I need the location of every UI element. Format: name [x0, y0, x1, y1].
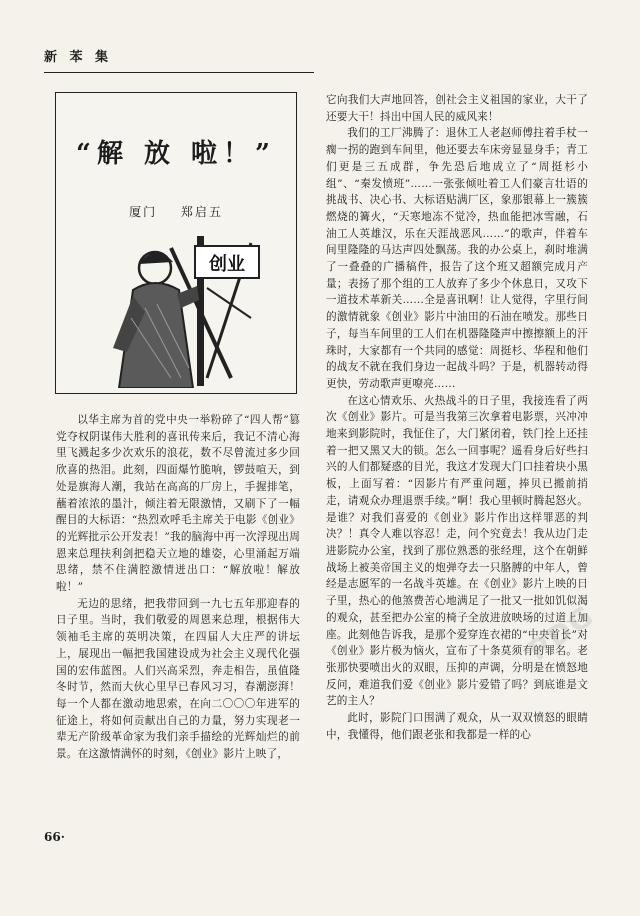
sign-text: 创业 — [209, 254, 245, 275]
paragraph: 此时，影院门口围满了观众，从一双双愤怒的眼睛中，我懂得，他们跟老张和我都是一样的心 — [326, 712, 588, 741]
paragraph: 在这心情欢乐、火热战斗的日子里，我接连看了两次《创业》影片。可是当我第三次拿着电影票，兴冲冲地来到影院时，我怔住了，大门紧闭着，铁门拴上还挂着一把又黑又大的锁。怎么一回事呢？遥看身后好些扫兴的人们都疑惑的目光，我这才发现大门口挂着块小黑板，上面写着：“因影片有严重问题，捧贝已搬前捎走，请观众办理退票手续。”啊！我心里顿时腾起怒火。是谁？对我们喜爱的《创业》影片作出这样罪恶的判决？！真令人难以容忍！走，问个究竟去！我从边门走进影院办公室，找到了那位熟悉的张经理，这个在朝鲜战场上被美帝国主义的炮弹夺去一只胳膊的中年人，曾经是志愿军的一名战斗英雄。在《创业》影片上映的日子里，热心的他煞费苦心地满足了一批又一批如饥似渴的观众，甚至把办公室的椅子全放进放映场的过道上加座。此刻他告诉我，是那个爱穿连衣裙的“中央首长”对《创业》影片极为恼火，宣布了十条莫须有的罪名。老张那快要喷出火的双眼，压抑的声调，分明是在愤怒地反问，难道我们爱《创业》影片爱错了吗？到底谁是文艺的主人？ — [326, 394, 588, 708]
page-number: 66· — [44, 830, 65, 844]
body-right-column — [326, 92, 588, 892]
book-title: 新 苯 集 — [44, 50, 113, 65]
paragraph: 以华主席为首的党中央一举粉碎了“四人帮”篡党夺权阴谋伟大胜利的喜讯传来后，我记不清心海里飞溅起多少次欢乐的浪花，数不尽曾流过多少回欣喜的热泪。此刻，四面爆竹脆响，锣鼓喧天，到处是旗海人潮，我站在高高的厂房上，手握排笔，蘸着浓浓的墨汁，倾注着无限激情，又刷下了一幅醒目的大标语：“热烈欢呼毛主席关于电影《创业》的光辉批示公开发表！”我的脑海中再一次浮现出周恩来总理扶利剑把稳天立地的雄姿，心里涌起万端思绪，禁不住满腔激情迸出口：“解放啦！解放啦！” — [56, 414, 300, 594]
header-rule — [44, 72, 314, 73]
watermark: PDG — [522, 598, 601, 668]
author-location: 厦门 — [129, 205, 158, 219]
title-box — [55, 92, 297, 394]
paragraph: 我们的工厂沸腾了：退休工人老赵师傅拄着手杖一瘸一拐的跑到车间里，他还要去车床旁显显身手；青工们更是三五成群，争先恐后地成立了“周挺杉小组”、“秦发愤班”……一张张倾吐着工人们豪言壮语的挑战书、决心书、大标语贴满厂区，象那银幕上一簇簇燃烧的篝火，“天寒地冻不觉冷，热血能把冰雪融，石油工人英雄汉，乐在天涯战恶风……”的歌声，伴着车间里隆隆的马达声四处飘荡。我的办公桌上，刹时堆满了一叠叠的广播稿件，报告了这个班又超额完成月产量；表扬了那个组的工人放弃了多少个休息日，又攻下一道技术革新关……全是喜讯啊！让人觉得，字里行间的激情就象《创业》影片中油田的石油在喷发。那些日子，每当车间里的工人们在机器隆隆声中擦擦额上的汗珠时，大家都有一个共同的感觉：周挺杉、华程和他们的战友不就在我们身边一起战斗吗？于是，机器转动得更快，劳动歌声更嘹亮…… — [326, 127, 588, 390]
author-name: 郑启五 — [180, 205, 223, 219]
body-left-column — [56, 412, 300, 820]
paragraph: 它向我们大声地回答，创社会主义祖国的家业，大干了还要大干！抖出中国人民的威风来！ — [326, 94, 588, 123]
running-header — [44, 46, 604, 70]
byline — [56, 203, 296, 220]
paragraph: 无边的思绪，把我带回到一九七五年那迎春的日子里。当时，我们敬爱的周恩来总理，根据伟大领袖毛主席的英明决策，在四届人大庄严的讲坛上，展现出一幅把我国建设成为社会主义现代化强国的宏伟蓝图。人们兴高采烈，奔走相告，虽值隆冬时节，然而大伙心里早已春风习习，春潮澎湃！每一个人都在激动地思索，在向二〇〇〇年进军的征途上，将如何贡献出自己的力量，努力实现老一辈无产阶级革命家为我们亲手描绘的光辉灿烂的前景。在这激情满怀的时刻，《创业》影片上映了， — [56, 597, 300, 761]
article-title: “解 放 啦！” — [75, 139, 276, 169]
worker-illustration — [111, 228, 261, 388]
